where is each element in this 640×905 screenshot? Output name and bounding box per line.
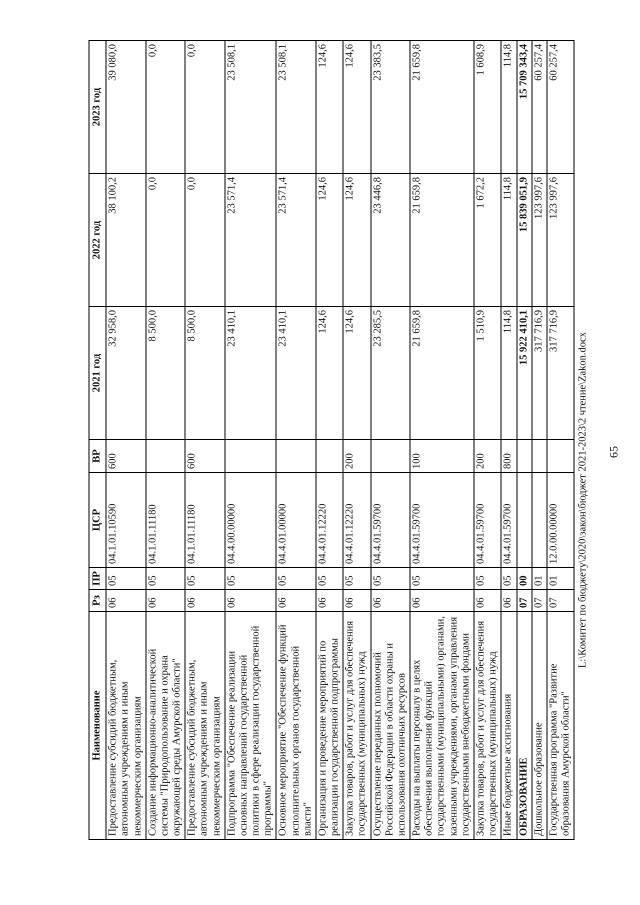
table-row <box>225 41 277 840</box>
row-amount-2022: 124,6 <box>343 174 370 307</box>
row-pr: 05 <box>146 568 186 590</box>
row-pr: 05 <box>185 568 225 590</box>
row-amount-2022: 1 672,2 <box>474 174 501 307</box>
row-amount-2023: 39 080,0 <box>106 41 146 174</box>
row-vr <box>532 440 547 473</box>
row-amount-2023: 23 383,5 <box>371 41 411 174</box>
row-csr: 04.1.01.11180 <box>146 473 186 568</box>
row-name: Закупка товаров, работ и услуг для обеспечения государственных (муниципальных) нужд <box>343 612 370 840</box>
row-name: Осуществление переданных полномочий Российской Федерации в области охраны и использования охотничьих ресурсов <box>371 612 411 840</box>
table-row <box>146 41 186 840</box>
row-amount-2021: 32 958,0 <box>106 307 146 440</box>
row-rz: 06 <box>225 590 277 612</box>
table-row <box>106 41 146 840</box>
row-pr: 01 <box>547 568 574 590</box>
row-vr: 600 <box>106 440 146 473</box>
row-amount-2021: 23 410,1 <box>276 307 316 440</box>
row-pr: 00 <box>517 568 532 590</box>
table-row <box>343 41 370 840</box>
row-csr: 04.4.01.12220 <box>316 473 343 568</box>
row-amount-2021: 1 510,9 <box>474 307 501 440</box>
row-amount-2021: 317 716,9 <box>547 307 574 440</box>
row-amount-2022: 0,0 <box>185 174 225 307</box>
row-vr <box>547 440 574 473</box>
row-name: Государственная программа "Развитие образования Амурской области" <box>547 612 574 840</box>
row-amount-2021: 8 500,0 <box>146 307 186 440</box>
row-vr: 200 <box>474 440 501 473</box>
header-name: Наименование <box>89 612 106 840</box>
row-amount-2022: 15 839 051,9 <box>517 174 532 307</box>
header-vr: ВР <box>89 440 106 473</box>
header-2023: 2023 год <box>89 41 106 174</box>
row-amount-2021: 23 410,1 <box>225 307 277 440</box>
table-row <box>316 41 343 840</box>
row-name: Подпрограмма "Обеспечение реализации основных направлений государственной политики в сфере реализации государственной программы" <box>225 612 277 840</box>
row-amount-2023: 124,6 <box>316 41 343 174</box>
row-amount-2021: 317 716,9 <box>532 307 547 440</box>
row-vr <box>371 440 411 473</box>
row-amount-2023: 21 659,8 <box>410 41 474 174</box>
row-amount-2022: 124,6 <box>316 174 343 307</box>
row-rz: 07 <box>517 590 532 612</box>
row-amount-2021: 124,6 <box>343 307 370 440</box>
row-vr: 200 <box>343 440 370 473</box>
row-name: Закупка товаров, работ и услуг для обеспечения государственных (муниципальных) нужд <box>474 612 501 840</box>
row-rz: 06 <box>410 590 474 612</box>
table-body <box>106 41 574 840</box>
row-amount-2023: 23 508,1 <box>225 41 277 174</box>
row-amount-2023: 60 257,4 <box>532 41 547 174</box>
row-rz: 06 <box>343 590 370 612</box>
row-amount-2023: 114,8 <box>501 41 516 174</box>
row-rz: 06 <box>501 590 516 612</box>
row-amount-2021: 23 285,5 <box>371 307 411 440</box>
row-amount-2021: 15 922 410,1 <box>517 307 532 440</box>
row-csr: 04.4.01.59700 <box>371 473 411 568</box>
row-rz: 06 <box>474 590 501 612</box>
footer-file-path: L:\Комитет по бюджету\2020\закон\бюджет 2021-2023\2 чтение\Zakon.docx <box>577 332 589 668</box>
row-pr: 05 <box>225 568 277 590</box>
rotated-table-wrapper <box>89 40 586 840</box>
row-amount-2021: 21 659,8 <box>410 307 474 440</box>
row-amount-2023: 124,6 <box>343 41 370 174</box>
row-rz: 06 <box>185 590 225 612</box>
row-rz: 06 <box>146 590 186 612</box>
row-amount-2022: 123 997,6 <box>547 174 574 307</box>
table-row <box>410 41 474 840</box>
table-row <box>474 41 501 840</box>
row-csr: 04.4.01.12220 <box>343 473 370 568</box>
row-amount-2022: 23 571,4 <box>225 174 277 307</box>
row-name: Дошкольное образование <box>532 612 547 840</box>
row-rz: 06 <box>371 590 411 612</box>
row-vr <box>276 440 316 473</box>
header-2021: 2021 год <box>89 307 106 440</box>
row-csr: 04.4.01.59700 <box>501 473 516 568</box>
row-vr: 800 <box>501 440 516 473</box>
table-row <box>532 41 547 840</box>
budget-table <box>89 40 575 840</box>
row-vr: 100 <box>410 440 474 473</box>
row-amount-2023: 15 709 343,4 <box>517 41 532 174</box>
row-csr: 12.0.00.00000 <box>547 473 574 568</box>
row-amount-2023: 0,0 <box>146 41 186 174</box>
row-amount-2022: 123 997,6 <box>532 174 547 307</box>
row-name: Иные бюджетные ассигнования <box>501 612 516 840</box>
row-vr <box>517 440 532 473</box>
row-pr: 05 <box>501 568 516 590</box>
table-row <box>371 41 411 840</box>
row-csr: 04.4.01.59700 <box>410 473 474 568</box>
row-amount-2021: 114,8 <box>501 307 516 440</box>
row-name: Предоставление субсидий бюджетным, автономным учреждениям и иным некоммерческим организациям <box>185 612 225 840</box>
row-csr <box>532 473 547 568</box>
header-rz: Рз <box>89 590 106 612</box>
row-pr: 05 <box>474 568 501 590</box>
row-rz: 07 <box>547 590 574 612</box>
table-row <box>517 41 532 840</box>
row-pr: 05 <box>371 568 411 590</box>
row-amount-2023: 23 508,1 <box>276 41 316 174</box>
row-amount-2022: 0,0 <box>146 174 186 307</box>
row-amount-2023: 60 257,4 <box>547 41 574 174</box>
row-name: Основное мероприятие "Обеспечение функций исполнительных органов государственной власти" <box>276 612 316 840</box>
table-row <box>501 41 516 840</box>
row-rz: 06 <box>276 590 316 612</box>
row-pr: 05 <box>106 568 146 590</box>
row-csr: 04.4.00.00000 <box>225 473 277 568</box>
row-name: Создание информационно-аналитической системы "Природопользование и охрана окружающей среды Амурской области" <box>146 612 186 840</box>
page-number: 65 <box>606 446 621 458</box>
row-vr: 600 <box>185 440 225 473</box>
row-vr <box>146 440 186 473</box>
row-pr: 05 <box>410 568 474 590</box>
row-vr <box>225 440 277 473</box>
row-rz: 07 <box>532 590 547 612</box>
row-amount-2022: 114,8 <box>501 174 516 307</box>
row-rz: 06 <box>106 590 146 612</box>
row-name: Организация и проведение мероприятий по реализации государственной подпрограммы <box>316 612 343 840</box>
row-rz: 06 <box>316 590 343 612</box>
header-2022: 2022 год <box>89 174 106 307</box>
row-csr: 04.4.01.00000 <box>276 473 316 568</box>
row-pr: 05 <box>276 568 316 590</box>
row-pr: 05 <box>316 568 343 590</box>
table-header-row <box>89 41 106 840</box>
row-amount-2021: 8 500,0 <box>185 307 225 440</box>
header-pr: ПР <box>89 568 106 590</box>
row-pr: 01 <box>532 568 547 590</box>
row-csr: 04.1.01.10590 <box>106 473 146 568</box>
row-amount-2022: 21 659,8 <box>410 174 474 307</box>
row-name: ОБРАЗОВАНИЕ <box>517 612 532 840</box>
row-name: Предоставление субсидий бюджетным, автономным учреждениям и иным некоммерческим организациям <box>106 612 146 840</box>
row-amount-2021: 124,6 <box>316 307 343 440</box>
row-csr: 04.1.01.11180 <box>185 473 225 568</box>
table-row <box>276 41 316 840</box>
row-name: Расходы на выплаты персоналу в целях обеспечения выполнения функций государственными (муниципальными) органами, казенными учреждениями, органами управления государственными внебюджетными фондами <box>410 612 474 840</box>
row-amount-2022: 23 446,8 <box>371 174 411 307</box>
row-csr: 04.4.01.59700 <box>474 473 501 568</box>
table-row <box>185 41 225 840</box>
header-csr: ЦСР <box>89 473 106 568</box>
row-amount-2023: 0,0 <box>185 41 225 174</box>
table-row <box>547 41 574 840</box>
row-pr: 05 <box>343 568 370 590</box>
row-csr <box>517 473 532 568</box>
row-vr <box>316 440 343 473</box>
row-amount-2023: 1 608,9 <box>474 41 501 174</box>
row-amount-2022: 38 100,2 <box>106 174 146 307</box>
row-amount-2022: 23 571,4 <box>276 174 316 307</box>
